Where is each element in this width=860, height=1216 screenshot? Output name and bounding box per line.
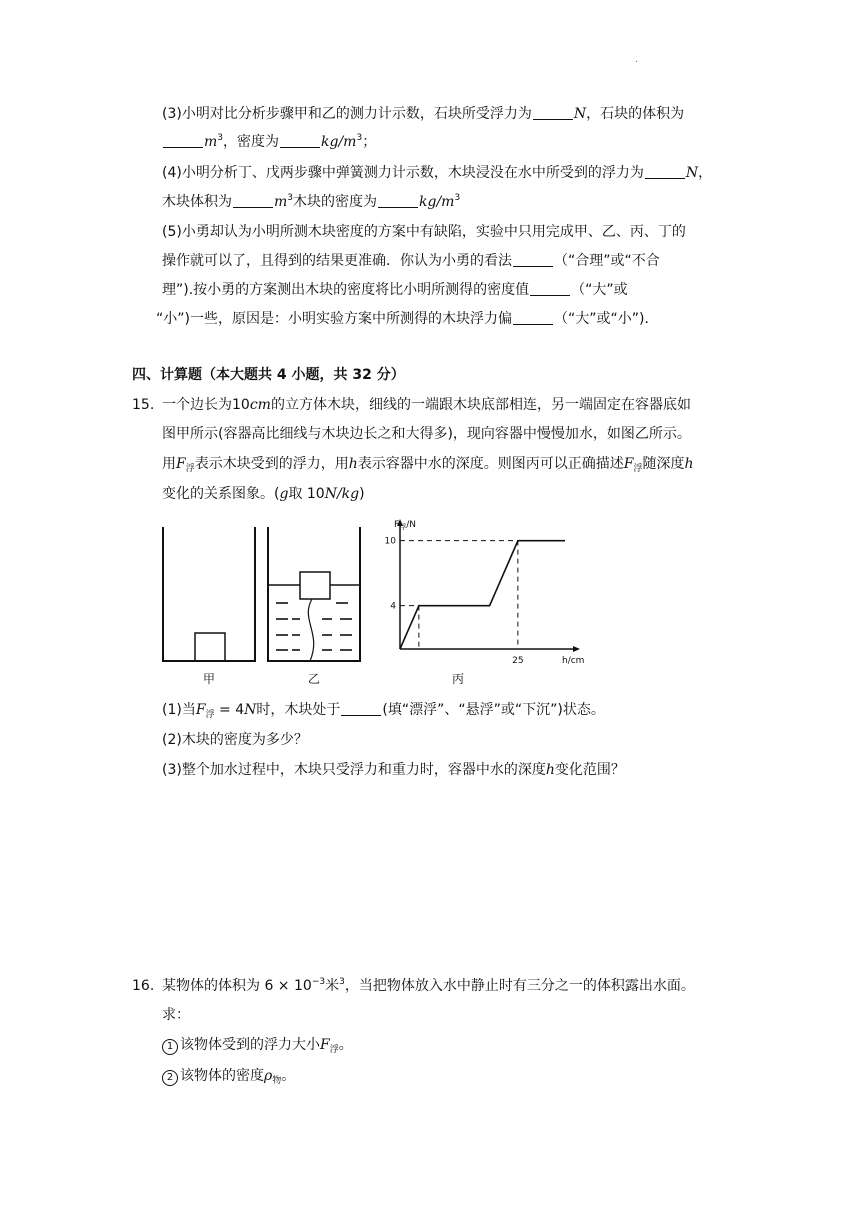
buoyancy-line <box>400 541 565 649</box>
q14-part3-text-d: ； <box>362 134 377 150</box>
q15-text-c: 用 <box>162 456 176 472</box>
answer-blank[interactable] <box>645 164 685 179</box>
unit-exponent: 3 <box>454 193 461 203</box>
q15-sub1 <box>162 700 605 720</box>
subscript-fu: 浮 <box>205 710 215 720</box>
ylabel-unit: /N <box>406 520 416 530</box>
q16-volume-expr: 6 × 10 <box>264 978 312 994</box>
section-heading: 四、计算题（本大题共 4 小题，共 32 分） <box>132 367 405 383</box>
q15-sub1-text-b: 时，木块处于 <box>256 702 341 718</box>
q14-part5-text-c: （“合理”或“不合 <box>554 253 660 269</box>
q15-sub3-text-b: 变化范围？ <box>554 762 625 778</box>
q16-item2-text-b: 。 <box>281 1068 296 1084</box>
figure-yi <box>268 527 360 661</box>
q16-text-a: 某物体的体积为 <box>162 978 260 994</box>
label-yi: 乙 <box>307 672 321 686</box>
q15-g-value: 10 <box>306 486 325 502</box>
symbol-h: h <box>545 762 555 778</box>
q14-part3-line2 <box>162 132 376 152</box>
q14-part4-text-b: ， <box>698 165 713 181</box>
unit-nkg: N/kg <box>324 486 360 502</box>
q14-part5-text-e: （“大”或 <box>571 282 628 298</box>
ylabel-sub: 浮 <box>399 523 407 531</box>
symbol-h: h <box>684 456 694 472</box>
q14-part4-line2 <box>162 192 460 212</box>
q15-text-line2: 图甲所示(容器高比细线与木块边长之和大得多)，现向容器中慢慢加水，如图乙所示。 <box>162 426 691 442</box>
q14-part3-text-c: ，密度为 <box>223 134 280 150</box>
subscript-fu: 浮 <box>633 464 643 474</box>
q16-line2 <box>162 1005 190 1025</box>
unit-exponent: 3 <box>217 133 224 143</box>
q14-part5-line1 <box>162 222 686 242</box>
q16-item1-text-b: 。 <box>338 1037 353 1053</box>
q15-text-i: ) <box>359 486 365 502</box>
unit-n: N <box>685 165 699 181</box>
question-number: 16. <box>132 978 155 994</box>
q16-text-c: ，当把物体放入水中静止时有三分之一的体积露出水面。 <box>344 978 695 994</box>
q14-part5-text-g: （“大”或“小”)． <box>553 311 659 327</box>
page-dot: . <box>635 54 639 65</box>
answer-blank[interactable] <box>533 105 573 120</box>
label-jia: 甲 <box>202 672 216 686</box>
q14-part5-text-d: 理”).按小勇的方案测出木块的密度将比小明所测得的密度值 <box>162 282 530 298</box>
q16-text-d: 求： <box>162 1007 190 1023</box>
q15-line4 <box>162 484 365 504</box>
q16-item1-text-a: 该物体受到的浮力大小 <box>180 1037 320 1053</box>
circled-number-2: 2 <box>162 1070 178 1086</box>
q14-part5-text-f: “小”)一些，原因是：小明实验方案中所测得的木块浮力偏 <box>156 311 512 327</box>
subscript-wu: 物 <box>272 1076 282 1086</box>
graph-xlabel: h/cm <box>562 656 585 666</box>
q16-item2 <box>162 1066 295 1086</box>
unit-m: m <box>274 194 288 210</box>
symbol-f: F <box>195 702 206 718</box>
q14-part5-line3 <box>162 280 628 300</box>
q15-sub3 <box>162 760 625 780</box>
tick-label-4: 4 <box>390 601 396 612</box>
symbol-rho: ρ <box>264 1068 273 1084</box>
unit-n: N <box>573 106 587 122</box>
symbol-f: F <box>176 456 186 472</box>
q15-text-f: 随深度 <box>642 456 685 472</box>
q14-part4-text-c: 木块体积为 <box>162 194 232 210</box>
unit-m: m <box>204 134 218 150</box>
q15-sub3-text-a: (3)整个加水过程中，木块只受浮力和重力时，容器中水的深度 <box>162 762 546 778</box>
unit-cm: cm <box>249 397 271 413</box>
q14-part3-text-a: (3)小明对比分析步骤甲和乙的测力计示数，石块所受浮力为 <box>162 106 532 122</box>
answer-blank[interactable] <box>378 193 418 208</box>
q15-text-a: 一个边长为 <box>162 397 232 413</box>
q14-part5-text-a: (5)小勇却认为小明所测木块密度的方案中有缺陷，实验中只用完成甲、乙、丙、丁的 <box>162 224 686 240</box>
q15-text-b: 的立方体木块，细线的一端跟木块底部相连，另一端固定在容器底如 <box>270 397 691 413</box>
symbol-f: F <box>320 1037 330 1053</box>
q15-sub2 <box>162 730 308 750</box>
q15-edge-value: 10 <box>232 397 250 413</box>
ylabel-f: F <box>394 520 400 530</box>
answer-blank[interactable] <box>513 310 553 325</box>
unit-kgm: kg/m <box>419 194 455 210</box>
q16-item1 <box>162 1035 353 1055</box>
answer-blank[interactable] <box>280 133 320 148</box>
q14-part4-text-d: 木块的密度为 <box>293 194 378 210</box>
unit-exponent: 3 <box>339 977 345 987</box>
figure-bing-graph <box>385 519 585 666</box>
q14-part4-line1 <box>162 163 712 183</box>
unit-kgm: kg/m <box>321 134 357 150</box>
q16-volume-exponent: −3 <box>311 977 326 987</box>
q16-line1 <box>162 976 695 996</box>
symbol-f: F <box>623 456 634 472</box>
answer-blank[interactable] <box>530 281 570 296</box>
q15-line1 <box>162 395 691 415</box>
unit-exponent: 3 <box>356 133 363 143</box>
subscript-fu: 浮 <box>185 464 195 474</box>
q14-part3-text-b: ，石块的体积为 <box>586 106 685 122</box>
answer-blank[interactable] <box>233 193 273 208</box>
q16-item2-text-a: 该物体的密度 <box>180 1068 264 1084</box>
q14-part5-text-b: 操作就可以了，且得到的结果更准确．你认为小勇的看法 <box>162 253 512 269</box>
answer-blank[interactable] <box>163 133 203 148</box>
q14-part5-line4 <box>156 309 658 329</box>
q15-text-h: 取 <box>288 486 303 502</box>
question-number: 15. <box>132 397 155 413</box>
circled-number-1: 1 <box>162 1039 178 1055</box>
q15-line2 <box>162 424 691 444</box>
q15-figures <box>150 515 585 690</box>
q15-sub1-value: = 4 <box>219 702 245 718</box>
q15-sub1-text-c: (填“漂浮”、“悬浮”或“下沉”)状态。 <box>382 702 605 718</box>
symbol-g: g <box>279 486 289 502</box>
q15-line3 <box>162 454 694 474</box>
q14-part4-text-a: (4)小明分析丁、戊两步骤中弹簧测力计示数，木块浸没在水中所受到的浮力为 <box>162 165 644 181</box>
label-bing: 丙 <box>451 672 465 686</box>
q15-sub2-text: (2)木块的密度为多少？ <box>162 732 308 748</box>
graph-ylabel <box>394 520 416 531</box>
subscript-fu: 浮 <box>329 1045 339 1055</box>
q14-part5-line2 <box>162 251 660 271</box>
figure-jia <box>163 527 255 661</box>
symbol-h: h <box>348 456 358 472</box>
unit-exponent: 3 <box>287 193 294 203</box>
answer-blank[interactable] <box>513 252 553 267</box>
answer-blank[interactable] <box>341 701 381 716</box>
q15-text-e: 表示容器中水的深度。则图丙可以正确描述 <box>357 456 624 472</box>
unit-n: N <box>244 702 257 718</box>
q15-text-d: 表示木块受到的浮力，用 <box>194 456 349 472</box>
q15-text-g: 变化的关系图象。( <box>162 486 280 502</box>
q14-part3-line1 <box>162 104 684 124</box>
q15-sub1-text-a: (1)当 <box>162 702 196 718</box>
tick-label-10: 10 <box>384 536 396 547</box>
tick-label-25: 25 <box>512 656 524 666</box>
q16-text-b: 米 <box>325 978 340 994</box>
